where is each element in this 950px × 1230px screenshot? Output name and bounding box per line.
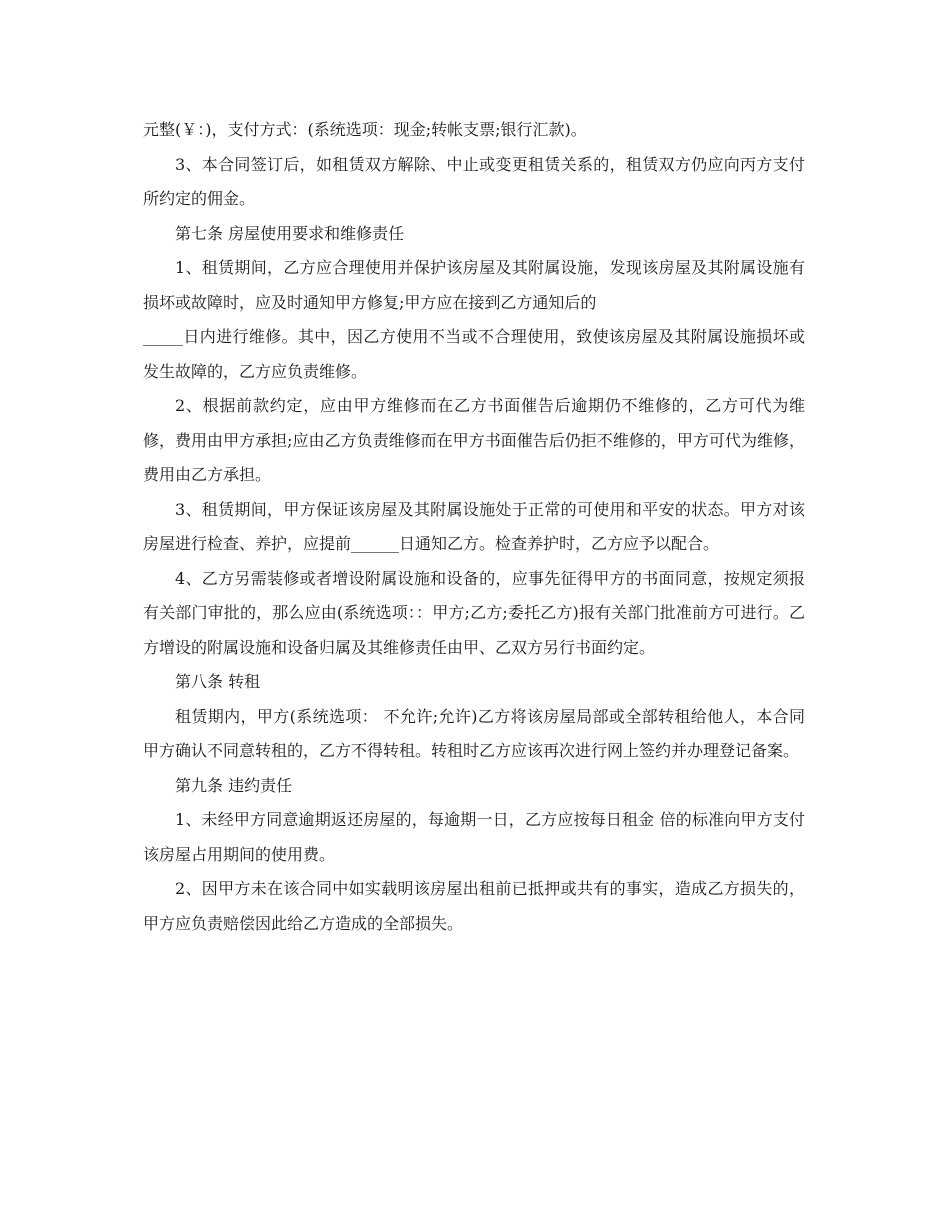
section-heading: 第七条 房屋使用要求和维修责任 xyxy=(175,223,405,243)
paragraph: 2、根据前款约定，应由甲方维修而在乙方书面催告后逾期仍不维修的，乙方可代为维修，费用由甲方承担;应由乙方负责维修而在甲方书面催告后仍拒不维修的，甲方可代为维修，费用由乙方承担。 xyxy=(143,396,805,484)
paragraph: 3、本合同签订后，如租赁双方解除、中止或变更租赁关系的，租赁双方仍应向丙方支付所约定的佣金。 xyxy=(143,154,805,208)
paragraph: 3、租赁期间，甲方保证该房屋及其附属设施处于正常的可使用和平安的状态。甲方对该房屋进行检查、养护，应提前______日通知乙方。检查养护时，乙方应予以配合。 xyxy=(143,499,805,553)
paragraph-continuation: 元整(￥：)，支付方式：(系统选项：现金;转帐支票;银行汇款)。 xyxy=(143,120,587,139)
paragraph: 1、未经甲方同意逾期返还房屋的，每逾期一日，乙方应按每日租金 倍的标准向甲方支付该房屋占用期间的使用费。 xyxy=(143,810,805,864)
paragraph: 2、因甲方未在该合同中如实载明该房屋出租前已抵押或共有的事实，造成乙方损失的，甲方应负责赔偿因此给乙方造成的全部损失。 xyxy=(143,879,805,933)
paragraph: 1、租赁期间，乙方应合理使用并保护该房屋及其附属设施，发现该房屋及其附属设施有损坏或故障时，应及时通知甲方修复;甲方应在接到乙方通知后的 xyxy=(143,258,805,312)
paragraph: 4、乙方另需装修或者增设附属设施和设备的，应事先征得甲方的书面同意，按规定须报有关部门审批的，那么应由(系统选项：：甲方;乙方;委托乙方)报有关部门批准前方可进行。乙方增设的附属设施和设备归属及其维修责任由甲、乙双方另行书面约定。 xyxy=(143,568,805,657)
paragraph: 租赁期内，甲方(系统选项： 不允许;允许)乙方将该房屋局部或全部转租给他人，本合同甲方确认不同意转租的，乙方不得转租。转租时乙方应该再次进行网上签约并办理登记备案。 xyxy=(143,706,805,760)
paragraph-continuation: _____日内进行维修。其中，因乙方使用不当或不合理使用，致使该房屋及其附属设施损坏或发生故障的，乙方应负责维修。 xyxy=(143,327,805,381)
document-page xyxy=(143,113,805,941)
section-heading: 第八条 转租 xyxy=(175,672,261,691)
section-heading: 第九条 违约责任 xyxy=(175,775,293,795)
